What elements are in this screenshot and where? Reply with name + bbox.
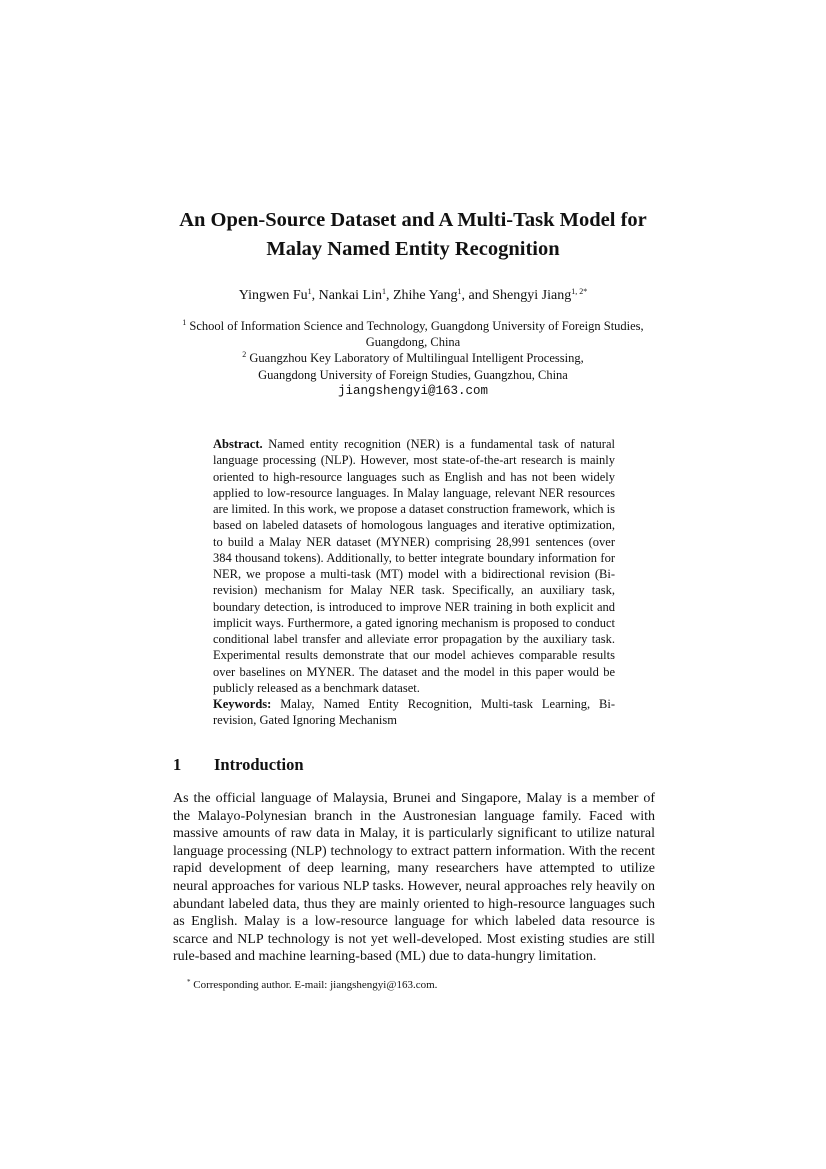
affiliation-2-line-1 — [0, 350, 826, 366]
paper-title — [0, 206, 826, 264]
title-line-2: Malay Named Entity Recognition — [266, 238, 560, 260]
affiliations — [0, 318, 826, 399]
author-list: Yingwen Fu$^1$, Nankai Lin$^1$, Zhihe Yang$^1$, and Shengyi Jiang$^{1, 2*}$ — [238, 287, 588, 303]
author-affiliation-mark: 1 — [381, 287, 386, 296]
author-name: Zhihe Yang — [392, 288, 458, 303]
affiliation-1-line-2: Guangdong, China — [365, 335, 461, 350]
title-line-1: An Open-Source Dataset and A Multi-Task Model for — [179, 209, 647, 231]
abstract-text: Named entity recognition (NER) is a fundamental task of natural language processing (NLP). However, most state-of-the-art research is mainly oriented to high-resource languages such as English and has not been widely applied to low-resource languages. In Malay language, relevant NER resources are limited. In this work, we propose a dataset construction framework, which is based on labeled datasets of homologous languages and iterative optimization, to build a Malay NER dataset (MYNER) comprising 28,991 sentences (over 384 thousand tokens). Additionally, to better integrate boundary information for NER, we propose a multi-task (MT) model with a bidirectional revision (Bi-revision) mechanism for Malay NER task. Specifically, an auxiliary task, boundary detection, is introduced to improve NER training in both explicit and implicit ways. Furthermore, a gated ignoring mechanism is proposed to conduct conditional label transfer and alleviate error propagation by the auxiliary task. Experimental results demonstrate that our model achieves comparable results over baselines on MYNER. The dataset and the model in this paper would be publicly released as a benchmark dataset. — [213, 437, 615, 695]
author-name: Yingwen Fu — [238, 288, 308, 303]
author-affiliation-mark: 1 — [457, 287, 462, 296]
section-heading — [173, 754, 304, 776]
affiliation-2-text: Guangzhou Key Laboratory of Multilingual Intelligent Processing, — [249, 351, 584, 366]
affiliation-2-line-2: Guangdong University of Foreign Studies, Guangzhou, China — [258, 367, 568, 382]
affiliation-1-line-1 — [0, 318, 826, 334]
footnote — [187, 978, 437, 992]
author-affiliation-mark: 1, 2* — [571, 287, 588, 296]
intro-paragraph: As the official language of Malaysia, Brunei and Singapore, Malay is a member of the Malayo-Polynesian branch in the Austronesian language family. Faced with massive amounts of raw data in Malay, it is particularly significant to utilize natural language processing (NLP) technology to extract pattern information. With the recent rapid development of deep learning, many researchers have attempted to utilize neural approaches for various NLP tasks. However, neural approaches rely heavily on abundant labeled data, thus they are mainly oriented to high-resource languages such as English. Malay is a low-resource language for which labeled data resource is scarce and NLP technology is not yet well-developed. Most existing studies are still rule-based and machine learning-based (ML) due to data-hungry limitation. — [173, 791, 655, 965]
footnote-text: Corresponding author. E-mail: jiangshengyi@163.com. — [193, 979, 438, 991]
section-title: Introduction — [214, 755, 304, 774]
section-number: 1 — [173, 755, 182, 774]
affiliation-1-mark: 1 — [182, 318, 187, 327]
footnote-mark: * — [187, 978, 191, 986]
keywords-text: Malay, Named Entity Recognition, Multi-task Learning, Bi-revision, Gated Ignoring Mechanism — [213, 697, 616, 728]
author-affiliation-mark: 1 — [307, 287, 312, 296]
affiliation-2-mark: 2 — [242, 350, 247, 360]
author-connector: , and — [461, 288, 493, 303]
keywords — [213, 696, 615, 729]
abstract-label: Abstract. — [213, 437, 263, 451]
author-name: Nankai Lin — [318, 288, 382, 303]
keywords-label: Keywords: — [213, 697, 272, 711]
contact-email: jiangshengyi@163.com — [337, 383, 489, 398]
author-name: Shengyi Jiang — [492, 288, 572, 303]
affiliation-1-text: School of Information Science and Technology, Guangdong University of Foreign Studies, — [189, 319, 644, 333]
abstract — [213, 436, 615, 696]
